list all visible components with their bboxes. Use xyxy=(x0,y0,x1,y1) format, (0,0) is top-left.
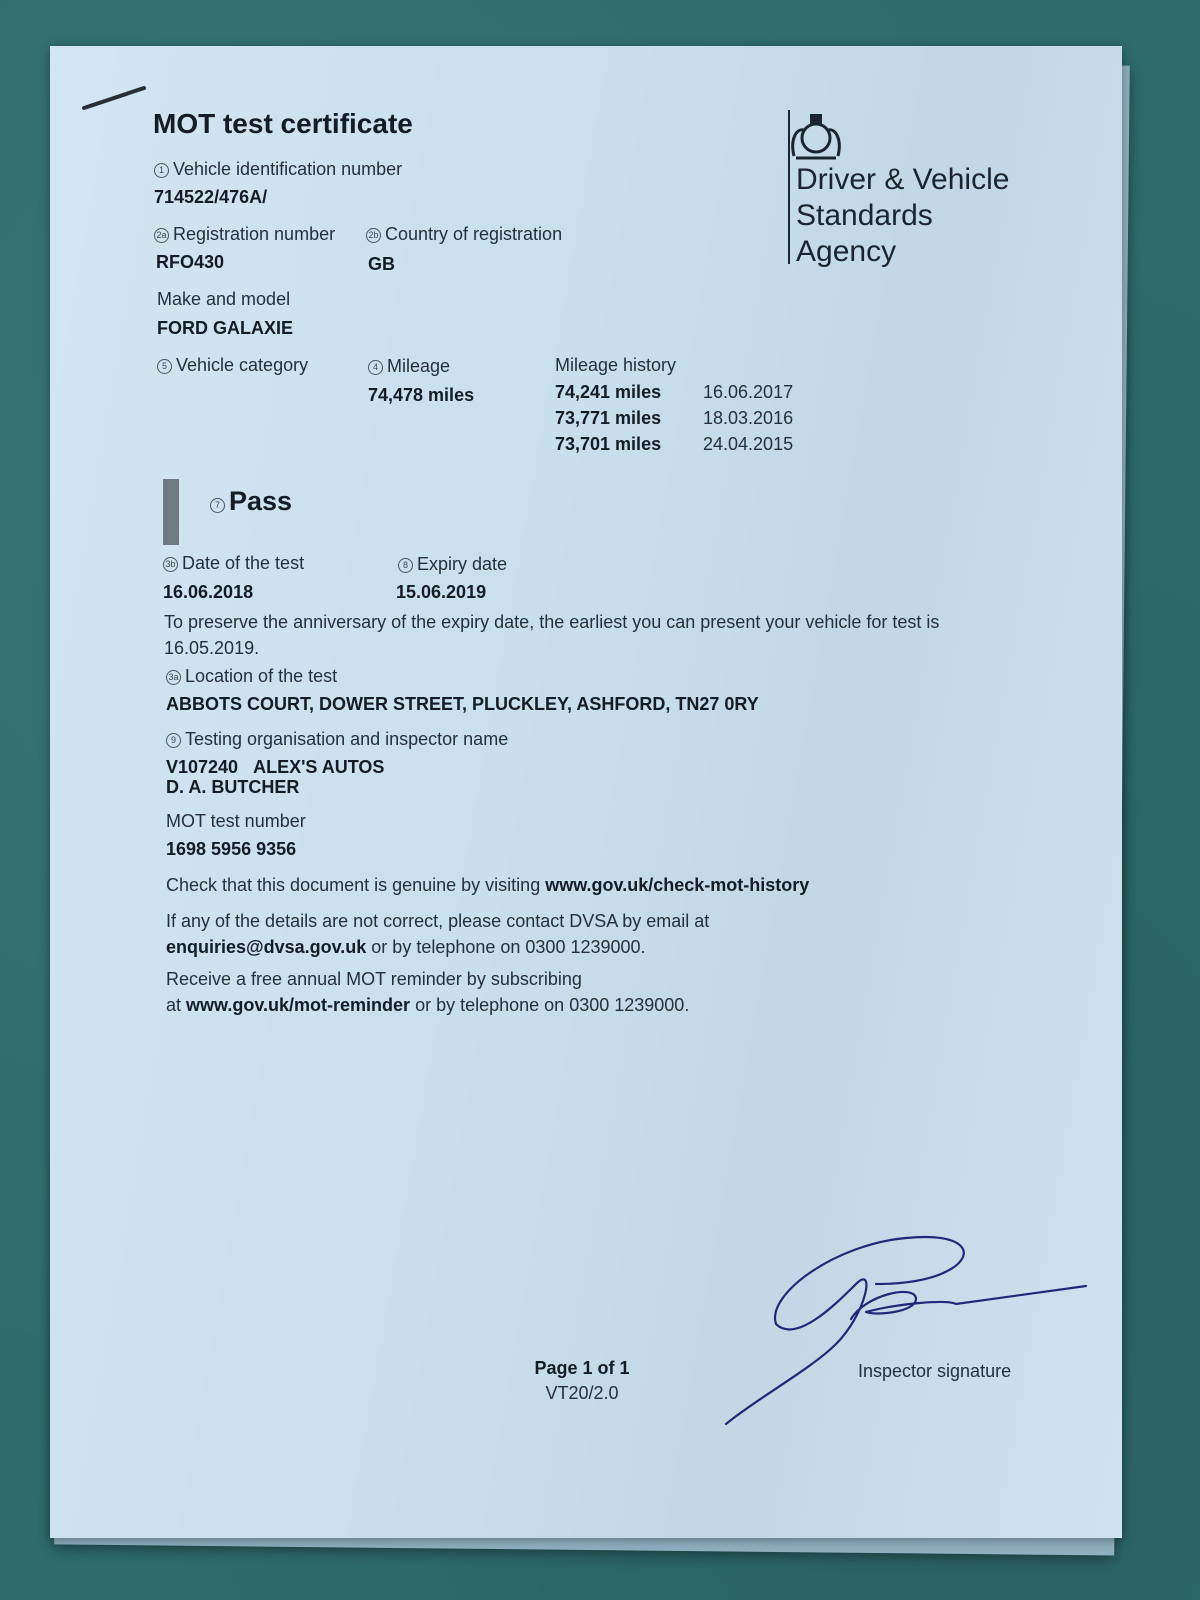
reminder-text-line1: Receive a free annual MOT reminder by subscribing xyxy=(166,969,582,989)
mileage-value: 74,478 miles xyxy=(368,385,475,405)
field-number-icon: 2a xyxy=(154,228,169,243)
agency-line2: Standards xyxy=(796,199,933,232)
field-number-icon: 3b xyxy=(163,557,178,572)
make-model-label: Make and model xyxy=(157,289,291,309)
field-number-icon: 4 xyxy=(368,360,383,375)
category-label xyxy=(157,355,308,376)
royal-crest-icon xyxy=(786,110,846,162)
country-label-text: Country of registration xyxy=(385,224,563,244)
field-number-icon: 9 xyxy=(166,733,181,748)
contact-text-line1: If any of the details are not correct, please contact DVSA by email at xyxy=(166,911,710,931)
history-date: 16.06.2017 xyxy=(703,382,794,402)
location-label-text: Location of the test xyxy=(185,666,338,686)
inspector-signature xyxy=(716,1224,1096,1474)
history-miles: 74,241 miles xyxy=(555,382,662,402)
agency-name xyxy=(796,162,1009,270)
inspector-name: D. A. BUTCHER xyxy=(166,777,300,797)
page-footer xyxy=(520,1358,644,1404)
certificate-page xyxy=(50,46,1122,1538)
country-label xyxy=(366,224,562,245)
reminder-text-line2: or by telephone on 0300 1239000. xyxy=(415,995,690,1015)
agency-line3: Agency xyxy=(796,235,897,268)
organisation-value xyxy=(166,757,384,778)
expiry-date-label xyxy=(398,554,507,575)
result-status xyxy=(210,486,292,517)
mileage-label-text: Mileage xyxy=(387,356,451,376)
check-mot-history-link[interactable]: www.gov.uk/check-mot-history xyxy=(545,875,810,895)
organisation-label-text: Testing organisation and inspector name xyxy=(185,729,509,749)
preserve-date: 16.05.2019. xyxy=(164,638,260,658)
registration-label-text: Registration number xyxy=(173,224,336,244)
location-value: ABBOTS COURT, DOWER STREET, PLUCKLEY, ASHFORD, TN27 0RY xyxy=(166,694,759,714)
result-indicator-bar xyxy=(163,479,179,545)
organisation-code: V107240 xyxy=(166,757,239,777)
preserve-note xyxy=(164,609,964,661)
staple-icon xyxy=(80,84,150,114)
organisation-name: ALEX'S AUTOS xyxy=(253,757,385,777)
field-number-icon: 7 xyxy=(210,498,225,513)
mileage-history-row xyxy=(555,382,793,408)
test-date-value: 16.06.2018 xyxy=(163,582,254,602)
history-miles: 73,701 miles xyxy=(555,434,662,454)
mileage-history-label: Mileage history xyxy=(555,355,677,375)
mot-reminder-link[interactable]: www.gov.uk/mot-reminder xyxy=(186,995,411,1015)
expiry-date-label-text: Expiry date xyxy=(417,554,508,574)
result-label: Pass xyxy=(229,486,293,516)
test-date-label xyxy=(163,553,304,574)
organisation-label xyxy=(166,729,508,750)
reminder-at: at xyxy=(166,995,182,1015)
preserve-note-text: To preserve the anniversary of the expiry date, the earliest you can present your vehicle for test is xyxy=(164,612,940,632)
registration-value: RFO430 xyxy=(156,252,225,272)
field-number-icon: 1 xyxy=(154,163,169,178)
registration-label xyxy=(154,224,335,245)
mileage-history-row xyxy=(555,408,793,434)
vin-label-text: Vehicle identification number xyxy=(173,159,403,179)
page-number: Page 1 of 1 xyxy=(534,1358,630,1378)
agency-line1: Driver & Vehicle xyxy=(796,163,1010,196)
mileage-label xyxy=(368,356,450,377)
country-value: GB xyxy=(368,254,395,274)
history-date: 24.04.2015 xyxy=(703,434,794,454)
contact-text xyxy=(166,908,709,960)
page-title: MOT test certificate xyxy=(153,108,413,139)
field-number-icon: 5 xyxy=(157,359,172,374)
mileage-history-table xyxy=(555,382,793,460)
history-date: 18.03.2016 xyxy=(703,408,794,428)
location-label xyxy=(166,666,337,687)
field-number-icon: 2b xyxy=(366,228,381,243)
reminder-text xyxy=(166,966,689,1018)
category-label-text: Vehicle category xyxy=(176,355,309,375)
test-number-value: 1698 5956 9356 xyxy=(166,839,297,859)
field-number-icon: 3a xyxy=(166,670,181,685)
contact-text-line2: or by telephone on 0300 1239000. xyxy=(371,937,646,957)
expiry-date-value: 15.06.2019 xyxy=(396,582,487,602)
crest-divider xyxy=(788,110,790,264)
form-code: VT20/2.0 xyxy=(545,1383,619,1403)
check-genuine-text xyxy=(166,875,809,896)
test-date-label-text: Date of the test xyxy=(182,553,305,573)
vin-label xyxy=(154,159,402,180)
contact-email-link[interactable]: enquiries@dvsa.gov.uk xyxy=(166,937,367,957)
vin-value: 714522/476A/ xyxy=(154,187,268,207)
signature-label: Inspector signature xyxy=(858,1361,1012,1381)
history-miles: 73,771 miles xyxy=(555,408,662,428)
make-model-value: FORD GALAXIE xyxy=(157,318,294,338)
check-text: Check that this document is genuine by visiting xyxy=(166,875,541,895)
field-number-icon: 8 xyxy=(398,558,413,573)
mileage-history-row xyxy=(555,434,793,460)
test-number-label: MOT test number xyxy=(166,811,306,831)
